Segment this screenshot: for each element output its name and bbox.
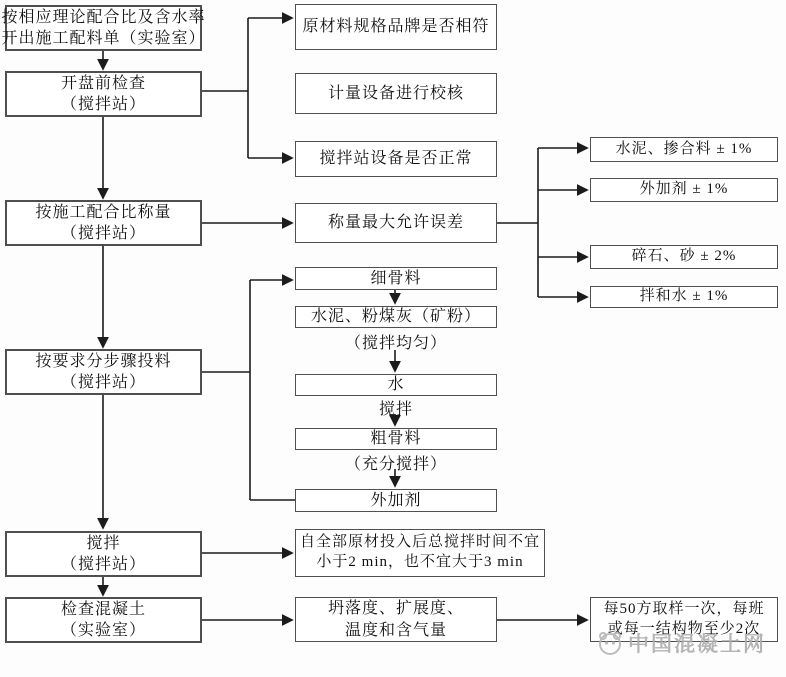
box-text-line: 开盘前检查 — [60, 74, 146, 92]
box-text-line: 搅拌站设备是否正常 — [319, 150, 473, 168]
flow-box-theoretical-mix-ratio — [1, 5, 206, 51]
feed-step-fine-aggregate — [295, 267, 497, 290]
box-text-line: 外加剂 — [370, 491, 422, 509]
tolerance-gravel-sand — [590, 245, 778, 269]
flow-box-weigh-per-mix-ratio — [5, 200, 202, 246]
box-text-line: 称量最大允许误差 — [327, 214, 464, 232]
tolerance-additive — [590, 178, 778, 202]
watermark-text: 中国混凝土网 — [628, 632, 766, 656]
box-text-line: 拌和水 ± 1% — [639, 288, 729, 305]
box-text-line: （搅拌站） — [60, 96, 146, 113]
box-text-line: 自全部原材投入后总搅拌时间不宜 — [299, 534, 540, 551]
box-text-line: （搅拌站） — [60, 225, 146, 242]
box-text-line: 检查混凝土 — [60, 600, 146, 618]
box-text-line: 温度和含气量 — [344, 621, 447, 639]
box-text-line: 水泥、粉煤灰（矿粉） — [310, 308, 481, 326]
weighing-max-error-box — [295, 203, 497, 243]
flow-box-mixing — [5, 531, 202, 577]
flow-box-stepwise-feeding — [5, 349, 202, 395]
watermark — [596, 628, 766, 658]
box-text-line: （搅拌站） — [60, 374, 146, 391]
box-text-line: 按要求分步骤投料 — [35, 352, 172, 370]
box-text-line: 水泥、掺合料 ± 1% — [615, 140, 753, 157]
box-text-line: （实验室） — [60, 622, 146, 639]
feed-note-mix: 搅拌 — [378, 401, 413, 418]
panda-logo-icon — [596, 629, 624, 657]
precheck-item-raw-material-brand — [295, 4, 497, 50]
box-text-line: 细骨料 — [370, 269, 422, 287]
tolerance-mixing-water — [590, 286, 778, 308]
tolerance-cement-admixture — [590, 137, 778, 162]
mixing-time-requirement-box — [295, 529, 545, 577]
box-text-line: 搅拌 — [86, 534, 121, 552]
box-text-line: 粗骨料 — [370, 430, 422, 448]
flow-box-pre-batch-check — [5, 71, 202, 117]
feed-step-additive — [295, 489, 497, 512]
precheck-item-metering-calibration — [295, 73, 497, 114]
box-text-line: 外加剂 ± 1% — [639, 181, 729, 198]
box-text-line: 或每一结构物至少2次 — [607, 620, 761, 637]
feed-step-cement-flyash — [295, 306, 497, 328]
feed-step-coarse-aggregate — [295, 428, 497, 450]
box-text-line: 按相应理论配合比及含水率 — [1, 8, 206, 26]
box-text-line: 坍落度、扩展度、 — [327, 600, 464, 618]
box-text-line: 小于2 min，也不宜大于3 min — [316, 554, 524, 570]
box-text-line: 水 — [387, 376, 405, 394]
box-text-line: 每50方取样一次，每班 — [603, 600, 765, 617]
box-text-line: 开出施工配料单（实验室） — [1, 30, 206, 47]
box-text-line: 原材料规格品牌是否相符 — [302, 18, 490, 36]
feed-step-water — [295, 374, 497, 396]
box-text-line: （搅拌站） — [60, 556, 146, 573]
precheck-item-plant-equipment-normal — [295, 141, 497, 177]
flow-box-check-concrete — [5, 597, 202, 643]
box-text-line: 碎石、砂 ± 2% — [631, 248, 737, 265]
feed-note-mix-evenly: （搅拌均匀） — [344, 335, 447, 352]
inspection-items-box — [295, 597, 497, 642]
box-text-line: 按施工配合比称量 — [35, 203, 172, 221]
feed-note-mix-thoroughly: （充分搅拌） — [344, 456, 447, 473]
box-text-line: 计量设备进行校核 — [327, 84, 464, 102]
